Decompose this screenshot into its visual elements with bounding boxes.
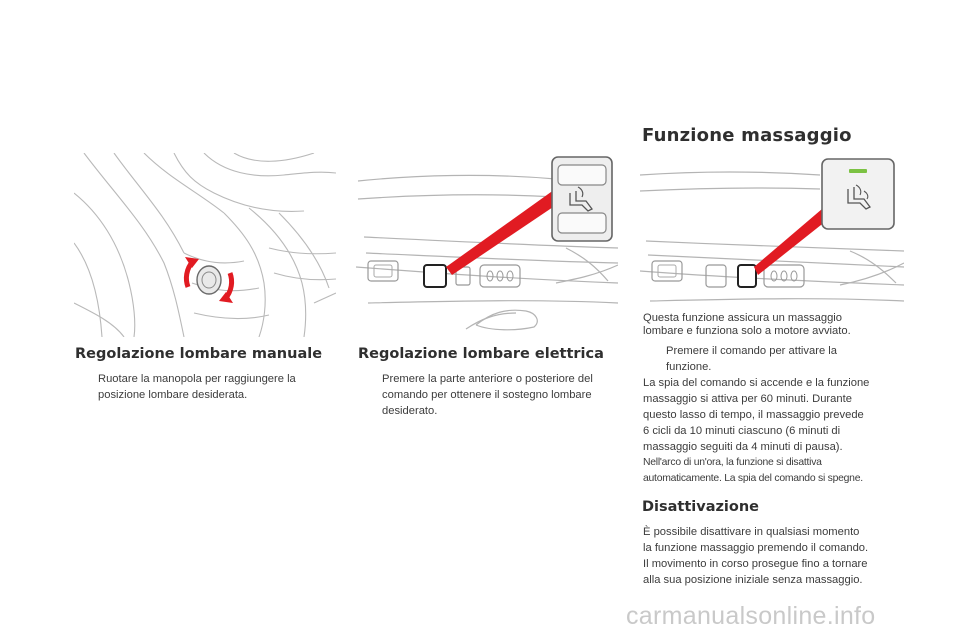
deactivation-description: È possibile disattivare in qualsiasi momento la funzione massaggio premendo il comando. Il movimento in corso prosegue fino a tornare alla sua posizione iniziale senza massaggio.	[643, 526, 869, 586]
massage-description: La spia del comando si accende e la funzione massaggio si attiva per 60 minuti. Durante questo lasso di tempo, il massaggio prevede 6 cicli da 10 minuti ciascuno (6 minuti di massaggio seguiti da 4 minuti di pausa).	[643, 377, 870, 453]
massage-intro: Questa funzione assicura un massaggio lombare e funziona solo a motore avviato.	[643, 312, 851, 337]
massage-function-title: Funzione massaggio	[642, 125, 852, 146]
massage-switch-illustration	[640, 155, 904, 305]
manual-lumbar-title: Regolazione lombare manuale	[75, 346, 323, 362]
manual-lumbar-instruction-text: Ruotare la manopola per raggiungere la posizione lombare desiderata.	[98, 373, 296, 401]
lumbar-switch-illustration	[356, 153, 618, 331]
electric-lumbar-title: Regolazione lombare elettrica	[358, 346, 604, 362]
deactivation-title: Disattivazione	[642, 499, 760, 515]
massage-activate-text: Premere il comando per attivare la funzione.	[666, 345, 837, 373]
seat-lumbar-knob-illustration	[74, 153, 336, 337]
watermark: carmanualsonline.info	[626, 602, 876, 630]
electric-lumbar-instruction-text: Premere la parte anteriore o posteriore del comando per ottenere il sostegno lombare desiderato.	[382, 373, 593, 417]
massage-auto-off-note: Nell'arco di un'ora, la funzione si disattiva automaticamente. La spia del comando si spegne.	[643, 457, 863, 484]
